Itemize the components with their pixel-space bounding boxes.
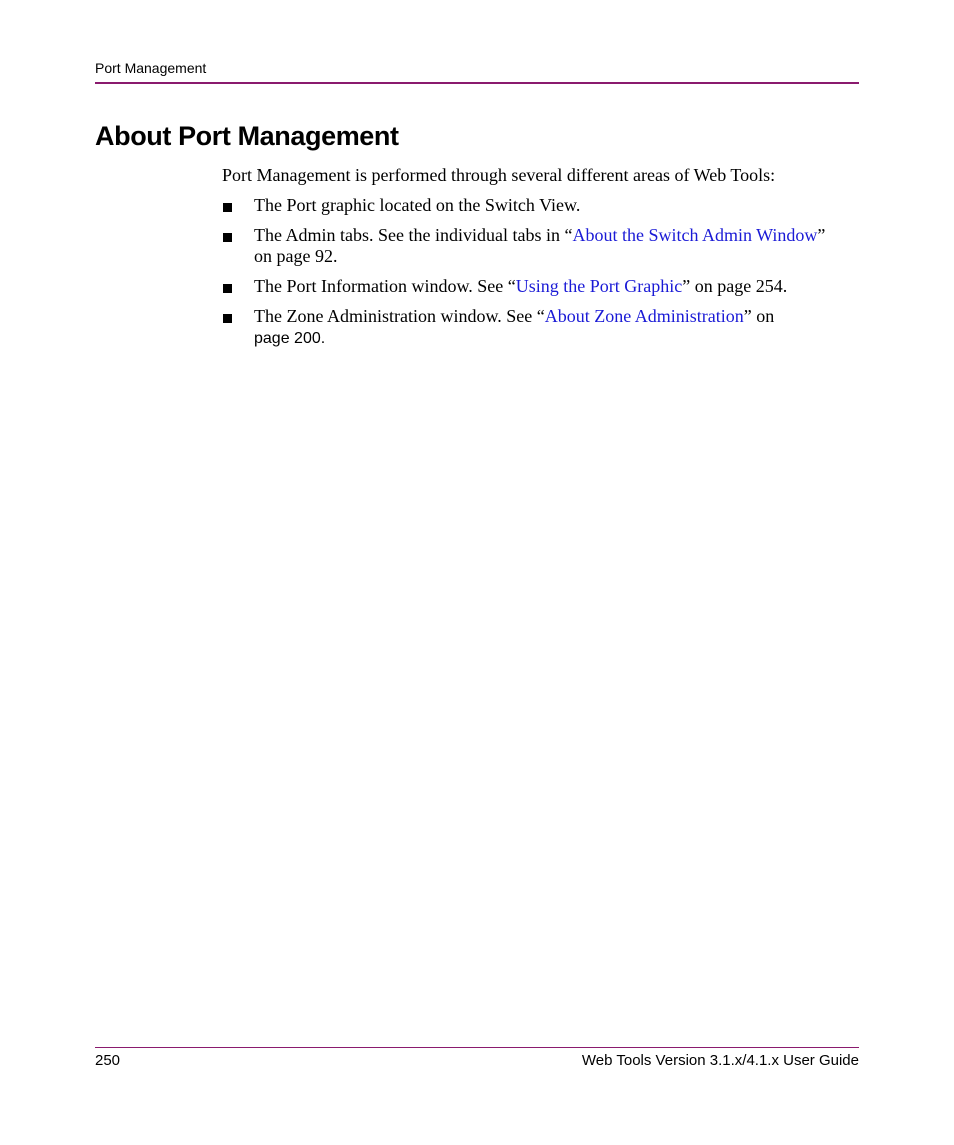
list-item-text: The Port graphic located on the Switch View. [254, 195, 581, 215]
section-title: About Port Management [95, 121, 399, 151]
page-number: 250 [95, 1052, 121, 1069]
list-item [222, 276, 842, 297]
intro-paragraph: Port Management is performed through several different areas of Web Tools: [222, 165, 776, 185]
list-item [222, 306, 842, 349]
footer-doc-title: Web Tools Version 3.1.x/4.1.x User Guide [581, 1052, 859, 1069]
square-bullet-icon [223, 314, 232, 323]
bullet-list [222, 195, 842, 349]
list-item-text-after: ” on page 254. [682, 276, 788, 296]
list-item-text-after: ” on [743, 306, 775, 326]
list-item [222, 195, 842, 216]
list-item-text-before: The Admin tabs. See the individual tabs in “ [254, 225, 573, 245]
xref-link-port-graphic[interactable]: Using the Port Graphic [515, 276, 683, 296]
list-item-text-before: The Zone Administration window. See “ [254, 306, 545, 326]
header-rule [95, 82, 859, 84]
square-bullet-icon [223, 284, 232, 293]
list-item-text-before: The Port Information window. See “ [254, 276, 516, 296]
running-header: Port Management [95, 60, 207, 76]
square-bullet-icon [223, 233, 232, 242]
list-item [222, 225, 842, 267]
list-item-text-tail: page 200. [254, 330, 326, 347]
footer-rule [95, 1047, 859, 1048]
section-body [222, 165, 842, 358]
xref-link-zone-administration[interactable]: About Zone Administration [544, 306, 744, 326]
xref-link-switch-admin-window[interactable]: About the Switch Admin Window [572, 225, 818, 245]
square-bullet-icon [223, 203, 232, 212]
list-item-text-after: ” on page 92. [254, 225, 826, 266]
